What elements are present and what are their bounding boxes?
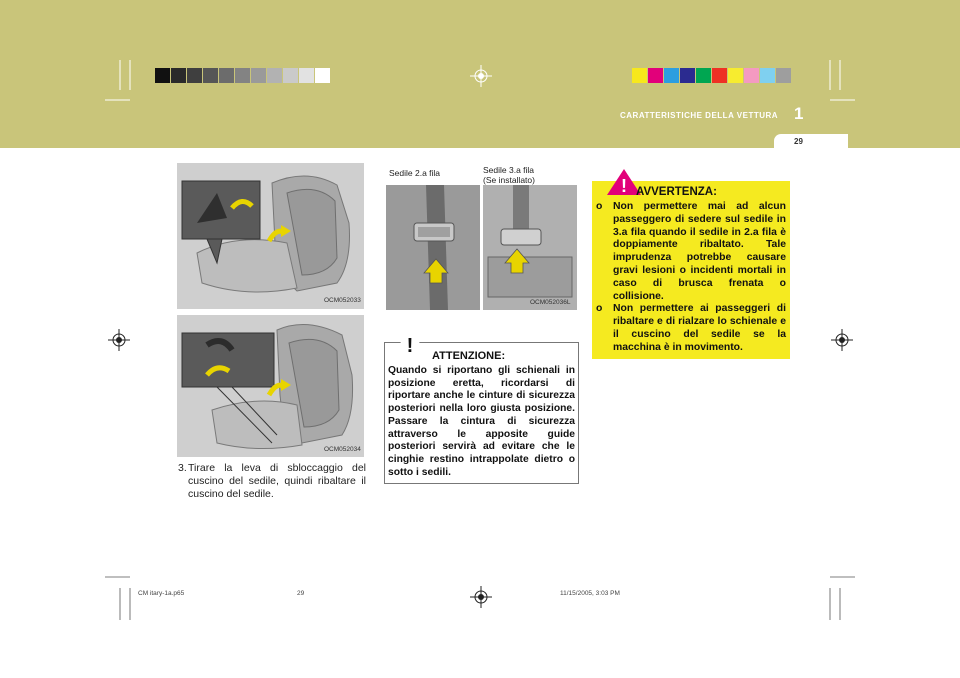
warning-box [592,176,790,359]
caution-box [384,335,579,484]
warning-item-text: Non permettere mai ad alcun passeggero di sedere sul sedile in 3.a fila quando il sedile in 2.a fila è doppiamente ribaltato. Tale imprudenza potrebbe causare gravi lesioni o incidenti mortali in caso di brusca frenata o collisione. [613,201,786,302]
warning-bullet: o [596,201,603,212]
svg-text:!: ! [406,335,414,357]
caution-text: Quando si riportano gli schienali in posizione eretta, ricordarsi di riportare anche le cinture di sicurezza posteriori nella loro giusta posizione. Passare la cintura di sicurezza attraverso le apposite guide posteriori servirà ad evitare che le cinghie restino intrappolate dietro o sotto i sedili. [388,365,575,478]
registration-mark-icon [470,65,492,87]
page-tab [774,134,848,148]
row2-belt-photo [386,185,480,310]
warning-item [596,201,786,303]
step-text: Tirare la leva di sbloccaggio del cuscino del sedile, quindi ribaltare il cuscino del sedile. [188,462,366,500]
step-number: 3. [178,462,187,474]
page-number: 29 [794,137,803,146]
warning-title: AVVERTENZA: [636,186,717,198]
registration-mark-icon [831,329,853,351]
warning-item-text: Non permettere ai passeggeri di ribaltare e di rialzare lo schienale e il cuscino del sedile se la macchina è in movimento. [613,303,786,353]
chapter-number: 1 [794,104,804,123]
belt-illustration [386,185,480,310]
footer-timestamp: 11/15/2005, 3:03 PM [560,590,620,597]
row3-belt-photo [483,185,577,310]
step-instruction [178,462,366,501]
registration-mark-icon [108,329,130,351]
section-title: CARATTERISTICHE DELLA VETTURA [620,111,779,120]
seat-lever-photo [177,163,364,309]
caution-title: ATTENZIONE: [432,350,506,362]
seat-illustration [177,163,364,309]
footer-file: CM itary-1a.p65 [138,590,185,597]
row3-label [483,165,535,185]
seat-illustration [177,315,364,457]
warning-bullet: o [596,303,603,315]
figure-code: OCM052034 [324,446,361,453]
row3-label-line2: (Se installato) [483,175,535,185]
figure-code: OCM052036L [530,299,571,306]
belt-illustration [483,185,577,310]
row3-label-line1: Sedile 3.a fila [483,165,535,175]
row2-label: Sedile 2.a fila [389,168,441,178]
registration-mark-icon [470,586,492,608]
warning-item [596,303,786,354]
footer-page: 29 [297,590,305,597]
seat-fold-photo [177,315,364,457]
warning-list [596,201,786,355]
figure-code: OCM052033 [324,297,361,304]
svg-text:!: ! [621,176,627,196]
warning-triangle-icon [393,325,427,357]
